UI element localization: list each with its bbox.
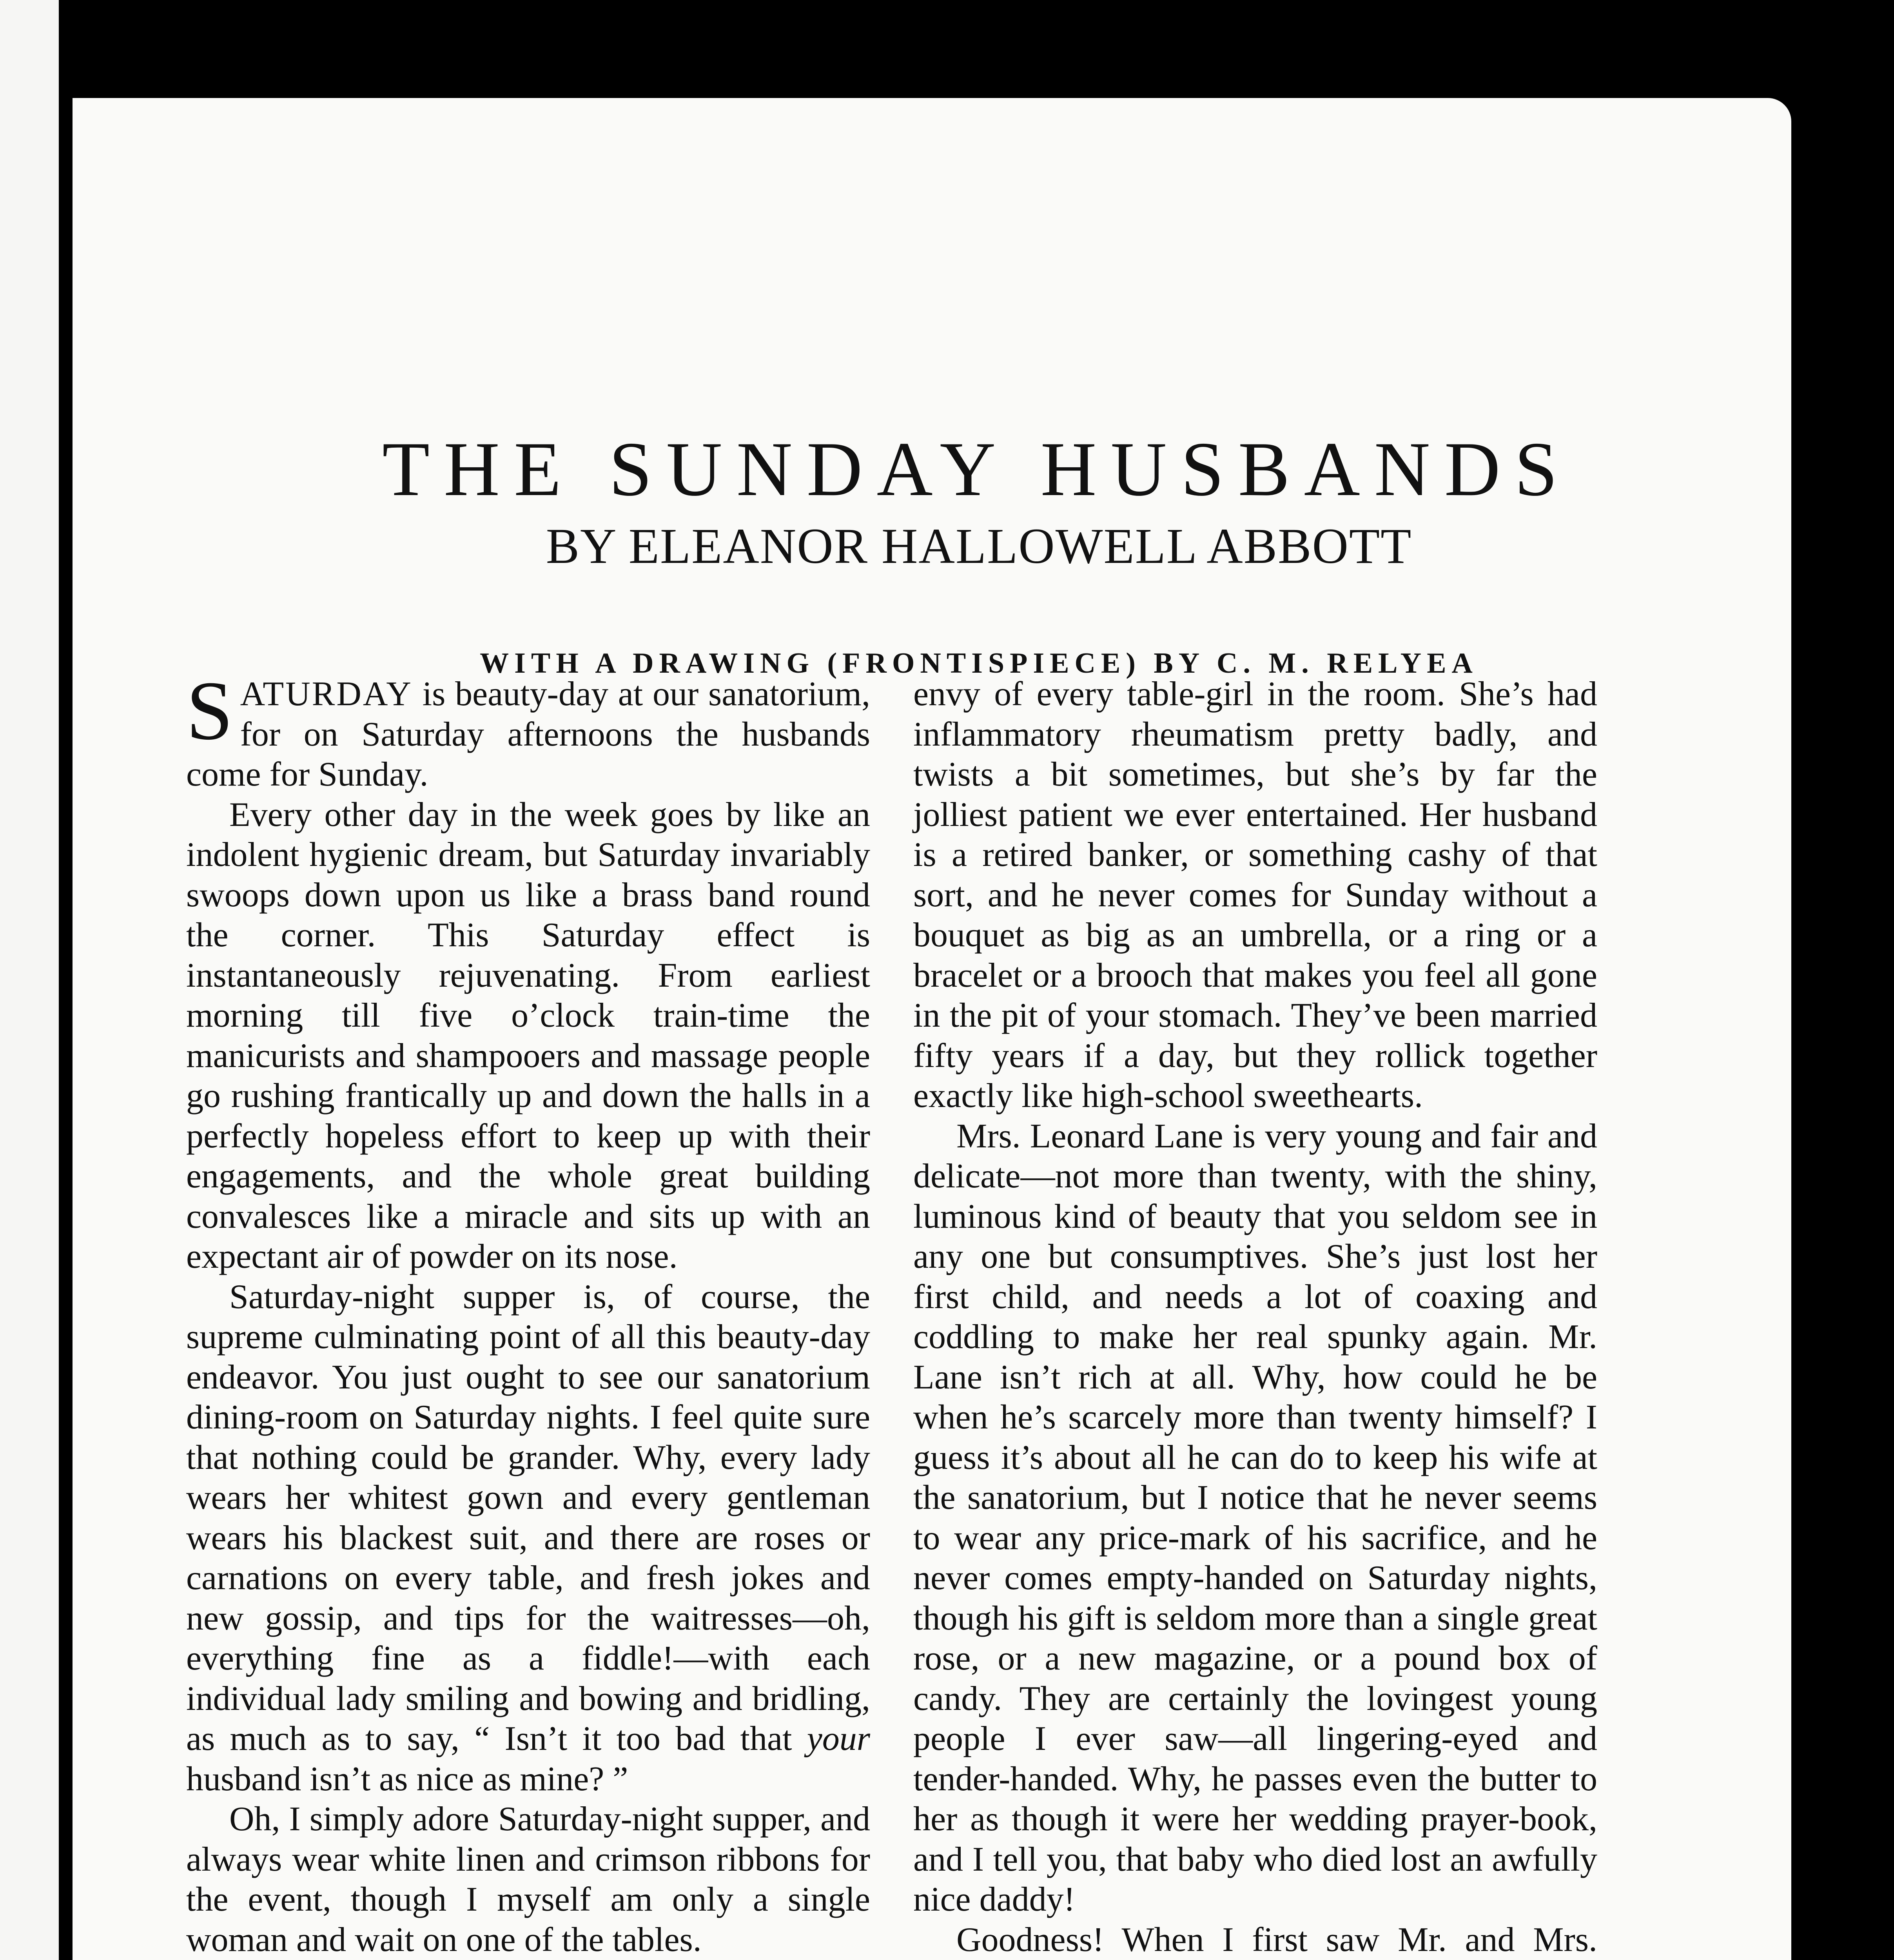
paragraph: Mrs. Leonard Lane is very young and fair and delicate—not more than twenty, with the shiny, luminous kind of beauty that you seldom see in any one but consumptives. She’s just lost her first child, and needs a lot of coaxing and coddling to make her real spunky again. Mr. Lane isn’t rich at all. Why, how could he be when he’s scarcely more than twenty himself? I guess it’s about all he can do to keep his wife at the sanatorium, but I notice that he never seems to wear any price-mark of his sacrifice, and he never comes empty-handed on Saturday nights, though his gift is seldom more than a single great rose, or a new magazine, or a pound box of candy. They are certainly the lovingest young people I ever saw—all lingering-eyed and tender-handed. Why, he passes even the butter to her as though it were her wedding prayer-book, and I tell you, that baby who died lost an awfully nice daddy! [913, 1117, 1597, 1918]
opening-text: is beauty-day at our sanatorium, for on Saturday afternoons the husbands come for Sunday. [186, 675, 870, 793]
left-text-column [186, 664, 870, 1960]
paragraph-text: husband isn’t as nice as mine? ” [186, 1760, 628, 1798]
paragraph: Every other day in the week goes by like an indolent hygienic dream, but Saturday invariably swoops down upon us like a brass band round the corner. This Saturday effect is instantaneously rejuvenating. From earliest morning till five o’clock train-time the manicurists and shampooers and massage people go rushing frantically up and down the halls in a perfectly hopeless effort to keep up with their engagements, and the whole great building convalesces like a miracle and sits up with an expectant air of powder on its nose. [186, 795, 870, 1276]
opening-word: ATURDAY [240, 675, 413, 713]
right-text-column [913, 674, 1597, 1960]
paragraph-text: Saturday-night supper is, of course, the supreme culminating point of all this beauty-day endeavor. You just ought to see our sanatorium dining-room on Saturday nights. I feel quite sure that nothing could be grander. Why, every lady wears her whitest gown and every gentleman wears his blackest suit, and there are roses or carnations on every table, and fresh jokes and new gossip, and tips for the waitresses—oh, everything fine as a fiddle!—with each individual lady smiling and bowing and bridling, as much as to say, “ Isn’t it too bad that [186, 1278, 870, 1758]
paragraph: Goodness! When I first saw Mr. and Mrs. [956, 1920, 1597, 1959]
paragraph [186, 1277, 870, 1800]
article-title: THE SUNDAY HUSBANDS [382, 426, 1572, 512]
drop-cap: S [186, 664, 233, 757]
opening-paragraph [186, 664, 870, 795]
illustration-credit: WITH A DRAWING (FRONTISPIECE) BY C. M. RELYEA [480, 647, 1478, 679]
emphasis-text: your [807, 1720, 870, 1758]
article-byline: BY ELEANOR HALLOWELL ABBOTT [546, 518, 1412, 574]
paragraph: Oh, I simply adore Saturday-night supper, and always wear white linen and crimson ribbons for the event, though I myself am only a single woman and wait on one of the tables. [186, 1800, 870, 1959]
continued-paragraph: envy of every table-girl in the room. She’s had inflammatory rheumatism pretty badly, and twists a bit sometimes, but she’s by far the jolliest patient we ever entertained. Her husband is a retired banker, or something cashy of that sort, and he never comes for Sunday without a bouquet as big as an umbrella, or a ring or a bracelet or a brooch that makes you feel all gone in the pit of your stomach. They’ve been married fifty years if a day, but they rollick together exactly like high-school sweethearts. [913, 675, 1597, 1115]
adjacent-page-edge [0, 0, 64, 1960]
